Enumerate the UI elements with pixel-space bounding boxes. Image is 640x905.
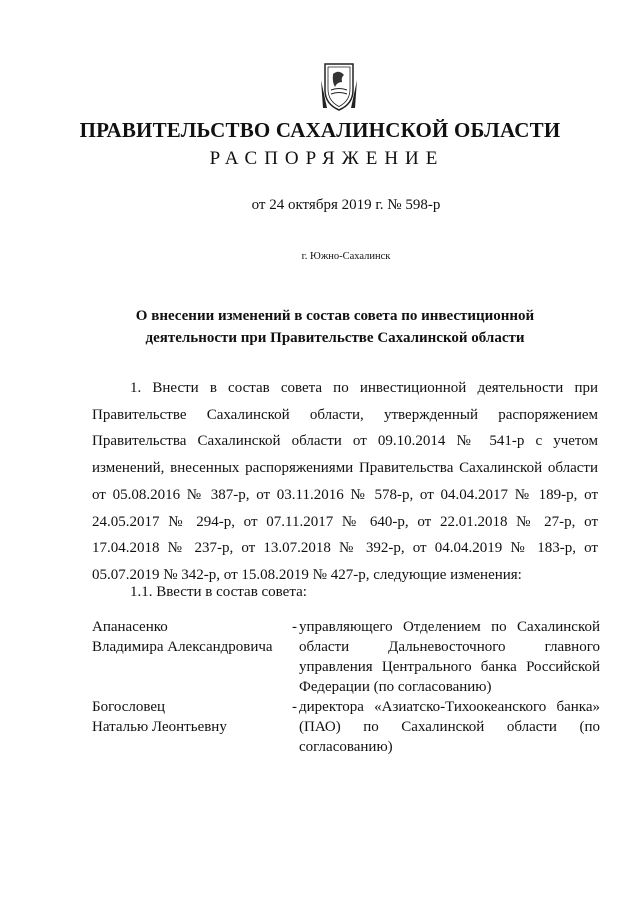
document-city: г. Южно-Сахалинск	[301, 251, 391, 262]
member-dash: -	[292, 619, 297, 635]
member-surname: Богословец	[92, 699, 166, 715]
member-surname: Апанасенко	[92, 619, 168, 635]
member-role: директора «Азиатско-Тихоокеанского банка» (ПАО) по Сахалинской области (по согласованию)	[299, 699, 600, 755]
member-role: управляющего Отделением по Сахалинской области Дальневосточного главного управления Центрального банка Российской Федерации (по согласованию)	[299, 619, 600, 695]
member-name	[92, 697, 292, 737]
subject-line-2: деятельности при Правительстве Сахалинской области	[145, 330, 525, 346]
member-given-name: Владимира Александровича	[92, 639, 273, 655]
member-given-name: Наталью Леонтьевну	[92, 719, 227, 735]
organization-title: ПРАВИТЕЛЬСТВО САХАЛИНСКОЙ ОБЛАСТИ	[79, 118, 561, 142]
body-item-1-1: 1.1. Ввести в состав совета:	[130, 584, 307, 600]
member-name	[92, 617, 292, 657]
document-subject	[130, 305, 540, 349]
document-date-number: от 24 октября 2019 г. № 598-р	[251, 197, 441, 213]
subject-line-1: О внесении изменений в состав совета по инвестиционной	[135, 308, 535, 324]
member-dash: -	[292, 699, 297, 715]
coat-of-arms-icon	[319, 60, 359, 112]
body-paragraph-1: 1. Внести в состав совета по инвестиционной деятельности при Правительстве Сахалинской области, утвержденный распоряжением Правительства Сахалинской области от 09.10.2014 № 541-р с учетом изменений, внесенных распоряжениями Правительства Сахалинской области от 05.08.2016 № 387-р, от 03.11.2016 № 578-р, от 04.04.2017 № 189-р, от 24.05.2017 № 294-р, от 07.11.2017 № 640-р, от 22.01.2018 № 27-р, от 17.04.2018 № 237-р, от 13.07.2018 № 392-р, от 04.04.2019 № 183-р, от 05.07.2019 № 342-р, от 15.08.2019 № 427-р, следующие изменения:	[92, 380, 598, 583]
document-type: РАСПОРЯЖЕНИЕ	[209, 148, 445, 169]
